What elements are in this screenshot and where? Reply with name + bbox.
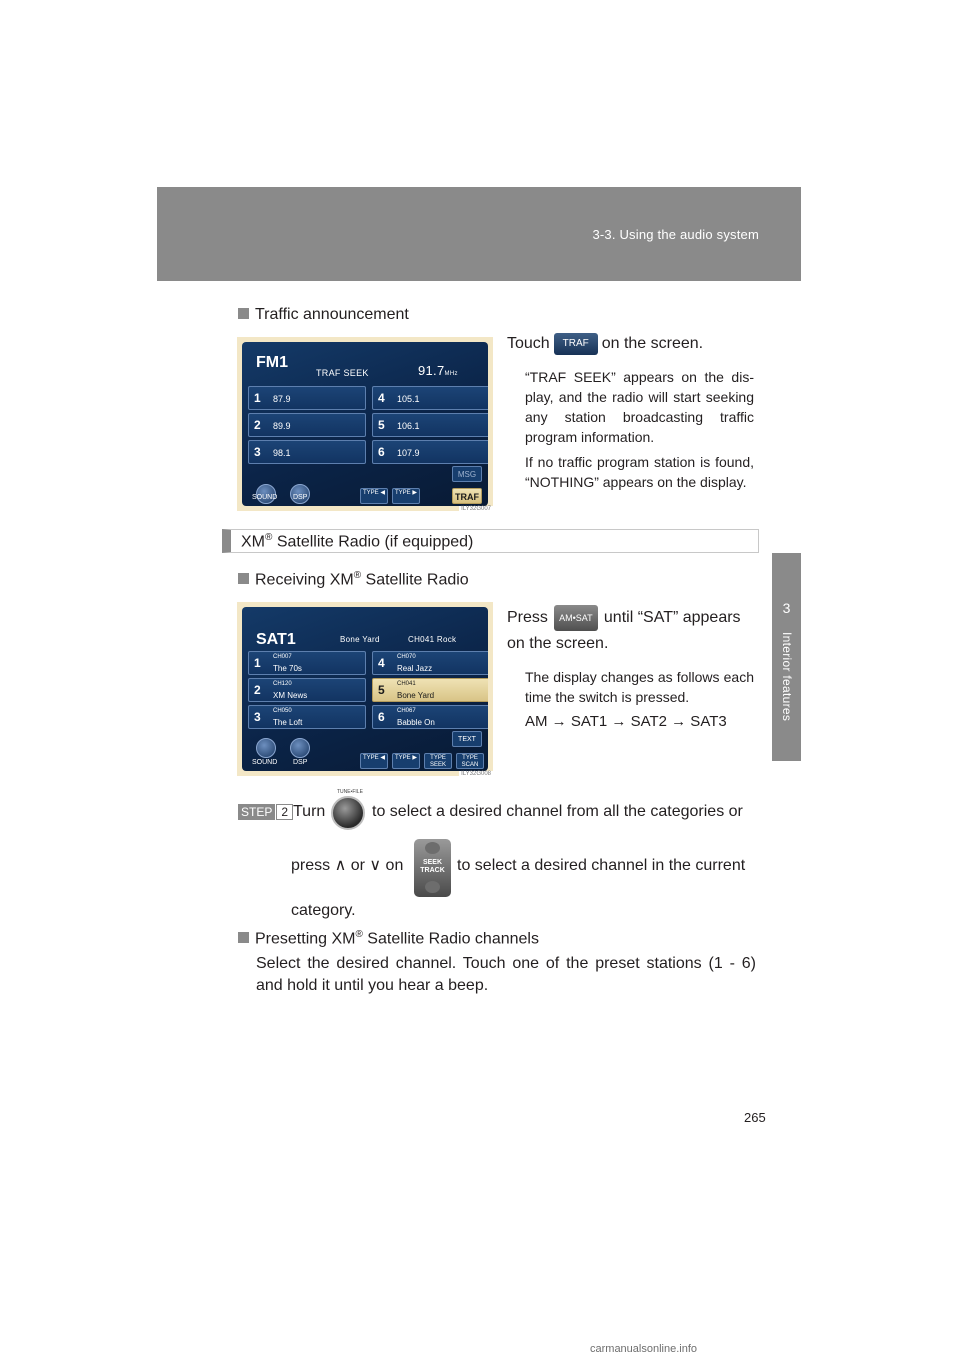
- preset-button[interactable]: 6 CH067 Babble On: [372, 705, 488, 729]
- press-seek-instruction: to select a desired channel in the current: [457, 857, 746, 874]
- category-text: category.: [291, 902, 356, 919]
- type-scan-button[interactable]: TYPE SCAN: [456, 753, 484, 769]
- sound-label: SOUND: [252, 759, 278, 766]
- traffic-heading: Traffic announcement: [238, 306, 409, 324]
- press-seek-text: press ∧ or ∨ on: [291, 857, 404, 874]
- dsp-label: DSP: [293, 759, 308, 766]
- type-left-button[interactable]: TYPE ◀: [360, 488, 388, 504]
- fm-screen-image: [237, 337, 493, 511]
- preset-button[interactable]: 5 106.1: [372, 413, 488, 437]
- seek-track-button-icon: SEEK TRACK: [414, 839, 451, 897]
- preset-button[interactable]: 2 89.9: [248, 413, 366, 437]
- section-header: 3-3. Using the audio system: [592, 227, 759, 242]
- bullet-square-icon: [238, 308, 249, 319]
- bullet-square-icon: [238, 932, 249, 943]
- chapter-number: 3: [782, 600, 791, 616]
- preset-button[interactable]: 1 87.9: [248, 386, 366, 410]
- fm-band-label: FM1: [256, 354, 288, 371]
- type-seek-button[interactable]: TYPE SEEK: [424, 753, 452, 769]
- preset-button[interactable]: 4 105.1: [372, 386, 488, 410]
- traf-seek-status: TRAF SEEK: [316, 368, 369, 378]
- preset-button[interactable]: 6 107.9: [372, 440, 488, 464]
- type-right-button[interactable]: TYPE ▶: [392, 488, 420, 504]
- press-amsat-instruction: Press AM•SAT until “SAT” appears on the screen.: [507, 605, 757, 657]
- preset-button[interactable]: 3 98.1: [248, 440, 366, 464]
- fm-frequency: 91.7MHz: [418, 363, 458, 378]
- traf-button-icon: TRAF: [554, 333, 598, 355]
- traf-screen-button[interactable]: TRAF: [452, 488, 482, 504]
- msg-button[interactable]: MSG: [452, 466, 482, 482]
- turn-text: Turn: [293, 803, 326, 820]
- display-change-note: The display changes as follows each time the switch is pressed.: [525, 669, 754, 705]
- page-number: 265: [744, 1110, 766, 1125]
- fm-display: [242, 342, 488, 506]
- preset-button[interactable]: 2 CH120 XM News: [248, 678, 366, 702]
- sat-band-label: SAT1: [256, 631, 296, 648]
- chapter-label: Interior features: [780, 632, 794, 722]
- sound-icon[interactable]: [256, 738, 276, 758]
- type-left-button[interactable]: TYPE ◀: [360, 753, 388, 769]
- presetting-body: Select the desired channel. Touch one of the preset stations (1 - 6) and hold it until you hear a beep.: [256, 955, 756, 994]
- preset-button[interactable]: 4 CH070 Real Jazz: [372, 651, 488, 675]
- preset-button-selected[interactable]: 5 CH041 Bone Yard: [372, 678, 488, 702]
- dsp-icon[interactable]: [290, 738, 310, 758]
- sat-channel: CH041 Rock: [408, 635, 457, 644]
- xm-section-title: XM® Satellite Radio (if equipped): [241, 532, 474, 551]
- image-code: ILY32G007: [461, 506, 491, 512]
- image-code: ILY32G008: [461, 771, 491, 777]
- watermark: carmanualsonline.info: [590, 1343, 698, 1355]
- traffic-note-nothing: If no traffic program station is found, “NOTHING” appears on the display.: [525, 454, 754, 490]
- bullet-square-icon: [238, 573, 249, 584]
- presetting-heading: Presetting XM® Satellite Radio channels: [238, 929, 539, 948]
- sound-label: SOUND: [252, 494, 278, 501]
- chapter-label-wrap: [770, 632, 804, 752]
- traffic-instruction: Touch TRAF on the screen.: [507, 331, 757, 357]
- receiving-heading: Receiving XM® Satellite Radio: [238, 570, 469, 589]
- preset-button[interactable]: 1 CH007 The 70s: [248, 651, 366, 675]
- turn-instruction: to select a desired channel from all the categories or: [372, 803, 743, 820]
- step2-badge: STEP 2: [238, 804, 293, 820]
- sat-screen-image: [237, 602, 493, 776]
- sat-display: [242, 607, 488, 771]
- header-band: [157, 187, 801, 281]
- preset-button[interactable]: 3 CH050 The Loft: [248, 705, 366, 729]
- traffic-note-seek: “TRAF SEEK” appears on the dis-play, and the radio will start seeking any station broadcasting traffic program information.: [525, 369, 754, 445]
- amsat-button-icon: AM•SAT: [554, 605, 598, 631]
- band-sequence: AM → SAT1 → SAT2 → SAT3: [525, 713, 727, 730]
- dsp-label: DSP: [293, 494, 308, 501]
- text-button[interactable]: TEXT: [452, 731, 482, 747]
- tune-file-knob-icon: TUNE•FILE: [327, 789, 367, 833]
- xm-section-bar: [222, 529, 759, 553]
- sat-song: Bone Yard: [340, 635, 380, 644]
- type-right-button[interactable]: TYPE ▶: [392, 753, 420, 769]
